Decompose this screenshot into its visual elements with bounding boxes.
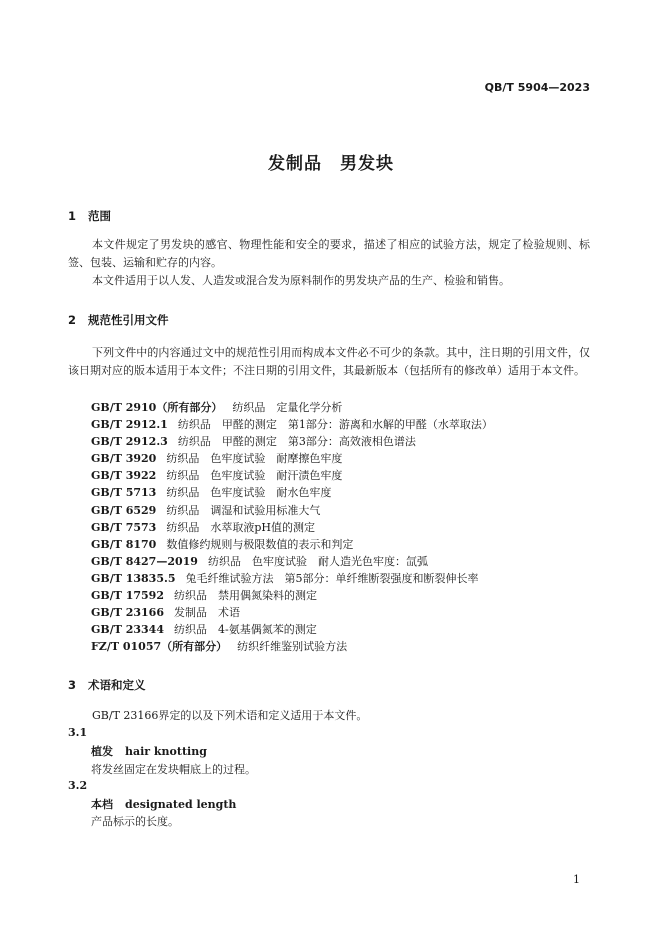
reference-code: GB/T 3922 bbox=[91, 469, 157, 483]
reference-title: 纺织纤维鉴别试验方法 bbox=[237, 640, 348, 654]
reference-code: GB/T 7573 bbox=[91, 520, 157, 534]
reference-title: 纺织品 水萃取液pH值的测定 bbox=[166, 520, 315, 534]
normative-intro: 下列文件中的内容通过文中的规范性引用而构成本文件必不可少的条款。其中，注日期的引用文件，仅该日期对应的版本适用于本文件；不注日期的引用文件，其最新版本（包括所有的修改单）适用于本文件。 bbox=[68, 346, 590, 377]
reference-item bbox=[91, 587, 591, 604]
section-number: 3 bbox=[68, 678, 77, 692]
reference-code: GB/T 3920 bbox=[91, 452, 157, 466]
reference-code: GB/T 23166 bbox=[91, 606, 164, 620]
reference-item bbox=[91, 502, 591, 519]
section-1-heading bbox=[68, 208, 111, 224]
reference-title: 纺织品 禁用偶氮染料的测定 bbox=[174, 589, 317, 603]
scope-paragraph-1: 本文件规定了男发块的感官、物理性能和安全的要求，描述了相应的试验方法，规定了检验规则、标签、包装、运输和贮存的内容。 bbox=[68, 238, 590, 269]
reference-title: 纺织品 4-氨基偶氮苯的测定 bbox=[174, 623, 317, 637]
page-number: 1 bbox=[573, 873, 580, 886]
term-en: designated length bbox=[125, 798, 237, 811]
reference-item bbox=[91, 450, 591, 467]
reference-title: 纺织品 定量化学分析 bbox=[232, 401, 343, 414]
term-definition: 将发丝固定在发块帽底上的过程。 bbox=[91, 763, 256, 776]
document-title: 发制品 男发块 bbox=[268, 154, 394, 174]
reference-title: 兔毛纤维试验方法 第5部分：单纤维断裂强度和断裂伸长率 bbox=[185, 571, 479, 585]
reference-item bbox=[91, 433, 591, 450]
reference-item bbox=[91, 467, 591, 484]
reference-code: GB/T 2912.1 bbox=[91, 418, 168, 432]
reference-code: FZ/T 01057（所有部分） bbox=[91, 640, 228, 654]
reference-code: GB/T 17592 bbox=[91, 589, 164, 603]
reference-item bbox=[91, 399, 591, 416]
section-2-heading bbox=[68, 312, 169, 328]
reference-title: 纺织品 甲醛的测定 第3部分：高效液相色谱法 bbox=[177, 435, 416, 449]
reference-title: 数值修约规则与极限数值的表示和判定 bbox=[166, 537, 354, 551]
reference-code: GB/T 2910（所有部分） bbox=[91, 401, 223, 414]
reference-title: 纺织品 色牢度试验 耐摩擦色牢度 bbox=[166, 452, 343, 466]
section-3-heading bbox=[68, 677, 146, 693]
reference-title: 纺织品 色牢度试验 耐汗渍色牢度 bbox=[166, 469, 343, 483]
section-number: 2 bbox=[68, 313, 77, 327]
term-number: 3.2 bbox=[68, 779, 88, 792]
term-definition: 产品标示的长度。 bbox=[91, 815, 179, 828]
terms-intro: GB/T 23166界定的以及下列术语和定义适用于本文件。 bbox=[92, 709, 368, 722]
section-number: 1 bbox=[68, 209, 77, 223]
reference-item bbox=[91, 604, 591, 621]
reference-code: GB/T 5713 bbox=[91, 486, 157, 500]
reference-code: GB/T 13835.5 bbox=[91, 571, 176, 585]
reference-item bbox=[91, 570, 591, 587]
standard-code: QB/T 5904—2023 bbox=[484, 81, 590, 94]
term-zh: 本档 bbox=[91, 798, 113, 811]
term-number: 3.1 bbox=[68, 726, 88, 739]
reference-item bbox=[91, 519, 591, 536]
term-zh: 植发 bbox=[91, 745, 113, 758]
section-title: 术语和定义 bbox=[88, 678, 146, 692]
reference-item bbox=[91, 553, 591, 570]
reference-list bbox=[91, 399, 591, 655]
reference-title: 纺织品 甲醛的测定 第1部分：游离和水解的甲醛（水萃取法） bbox=[177, 418, 493, 432]
section-title: 范围 bbox=[88, 209, 111, 223]
reference-code: GB/T 8170 bbox=[91, 537, 157, 551]
reference-item bbox=[91, 416, 591, 433]
reference-title: 发制品 术语 bbox=[174, 606, 240, 620]
reference-code: GB/T 23344 bbox=[91, 623, 164, 637]
reference-item bbox=[91, 621, 591, 638]
scope-paragraph-2: 本文件适用于以人发、人造发或混合发为原料制作的男发块产品的生产、检验和销售。 bbox=[92, 274, 510, 287]
reference-item bbox=[91, 536, 591, 553]
section-title: 规范性引用文件 bbox=[88, 313, 169, 327]
reference-item bbox=[91, 484, 591, 501]
reference-title: 纺织品 调湿和试验用标准大气 bbox=[166, 503, 321, 517]
term-name bbox=[91, 796, 236, 812]
reference-title: 纺织品 色牢度试验 耐人造光色牢度：氙弧 bbox=[207, 554, 428, 568]
reference-item bbox=[91, 638, 591, 655]
reference-title: 纺织品 色牢度试验 耐水色牢度 bbox=[166, 486, 332, 500]
term-en: hair knotting bbox=[125, 745, 207, 758]
reference-code: GB/T 2912.3 bbox=[91, 435, 168, 449]
reference-code: GB/T 8427—2019 bbox=[91, 554, 198, 568]
reference-code: GB/T 6529 bbox=[91, 503, 157, 517]
term-name bbox=[91, 743, 207, 759]
